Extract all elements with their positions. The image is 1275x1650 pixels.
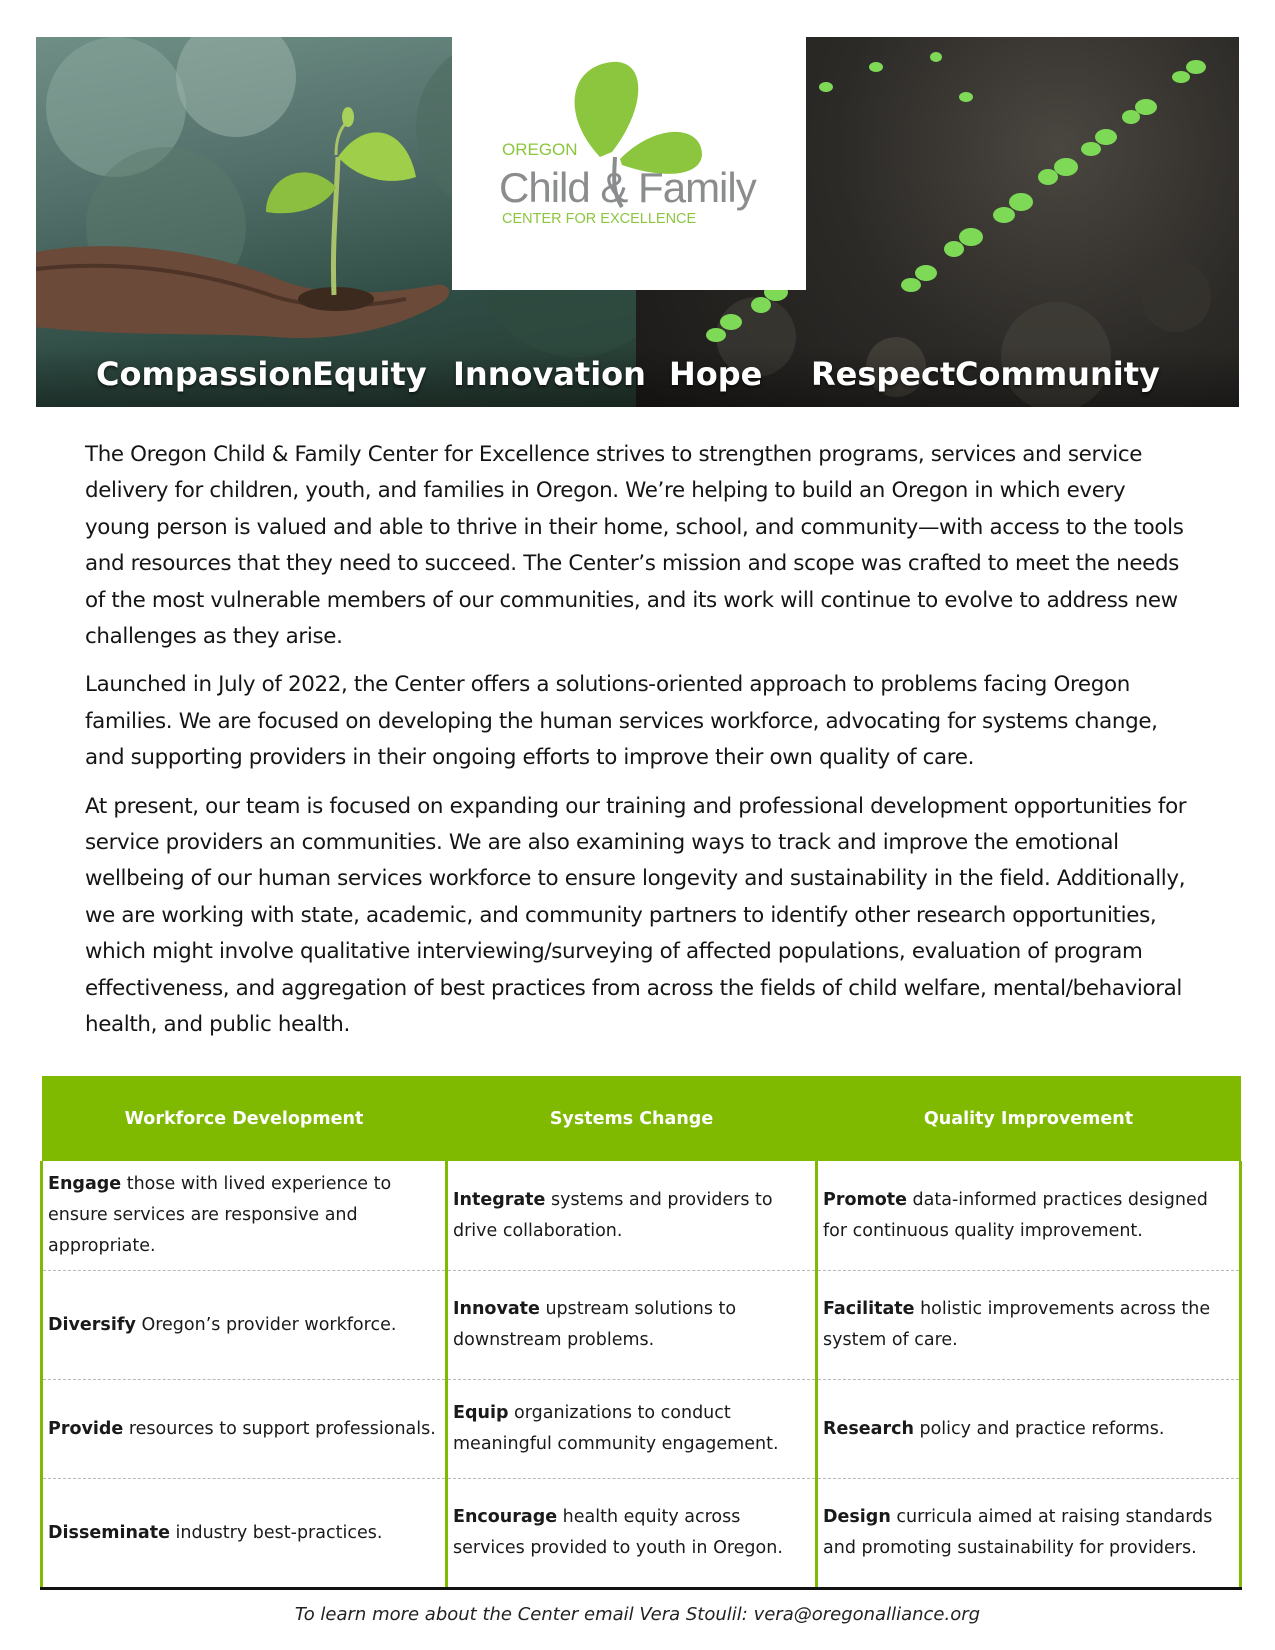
cell-keyword: Innovate [453,1299,540,1319]
logo-line3: CENTER FOR EXCELLENCE [502,211,697,227]
table-cell [817,1271,1241,1380]
cell-text: organizations to conduct meaningful community engagement. [453,1403,779,1454]
header-systems-change: Systems Change [447,1076,817,1161]
table-cell [42,1271,447,1380]
paragraph-mission: The Oregon Child & Family Center for Excellence strives to strengthen programs, services and service delivery for children, youth, and families in Oregon. We’re helping to build an Oregon in which every young person is valued and able to thrive in their home, school, and community—with access to the tools and resources that they need to succeed. The Center’s mission and scope was crafted to meet the needs of the most vulnerable members of our communities, and its work will continue to evolve to address new challenges as they arise. [85,442,1184,650]
value-compassion: Compassion [96,355,314,393]
cell-keyword: Equip [453,1403,509,1423]
value-hope: Hope [669,355,763,393]
cell-keyword: Provide [48,1418,124,1439]
cell-text: Oregon’s provider workforce. [135,1314,397,1335]
cell-text: resources to support professionals. [123,1418,436,1439]
table-cell [42,1479,447,1589]
cell-keyword: Design [823,1507,891,1527]
value-community: Community [955,355,1160,393]
cell-keyword: Facilitate [823,1299,915,1319]
cell-text: industry best-practices. [169,1522,383,1543]
value-innovation: Innovation [453,355,646,393]
header-workforce-development: Workforce Development [42,1076,447,1161]
table-cell [817,1479,1241,1589]
cell-text: those with lived experience to ensure services are responsive and appropriate. [48,1174,392,1256]
core-values-strip [36,347,1239,407]
cell-keyword: Engage [48,1174,122,1194]
table-cell [817,1161,1241,1271]
cell-keyword: Promote [823,1189,907,1210]
cell-keyword: Encourage [453,1507,558,1527]
table-row [42,1161,1241,1271]
focus-areas-table [40,1076,1242,1590]
cell-text: upstream solutions to downstream problems. [453,1299,737,1350]
table-cell [447,1271,817,1380]
header-quality-improvement: Quality Improvement [817,1076,1241,1161]
cell-text: health equity across services provided to youth in Oregon. [453,1507,783,1558]
table-cell [817,1380,1241,1479]
cell-text: holistic improvements across the system of care. [823,1299,1211,1350]
table-header-row [42,1076,1241,1161]
logo-leaf-left [575,62,639,157]
hero-banner [36,37,1239,407]
table-cell [447,1380,817,1479]
table-cell [447,1161,817,1271]
table-cell [42,1380,447,1479]
table-row [42,1271,1241,1380]
cell-text: systems and providers to drive collaboration. [453,1189,773,1241]
cell-text: data-informed practices designed for continuous quality improvement. [823,1189,1208,1241]
logo-line1: OREGON [502,140,578,159]
value-respect: Respect [811,355,956,393]
table-cell [447,1479,817,1589]
cell-text: policy and practice reforms. [913,1418,1165,1439]
table-cell [42,1161,447,1271]
table-row [42,1479,1241,1589]
cell-keyword: Research [823,1418,914,1439]
cell-keyword: Disseminate [48,1522,170,1543]
paragraph-present-focus: At present, our team is focused on expanding our training and professional development opportunities for service providers an communities. We are also examining ways to track and improve the emotional wellbeing of our human services workforce to ensure longevity and sustainability in the field. Additionally, we are working with state, academic, and community partners to identify other research opportunities, which might involve qualitative interviewing/surveying of affected populations, evaluation of program effectiveness, and aggregation of best practices from across the fields of child welfare, mental/behavioral health, and public health. [85,793,1187,1038]
table-row [42,1380,1241,1479]
paragraph-launch: Launched in July of 2022, the Center offers a solutions-oriented approach to problems facing Oregon families. We are focused on developing the human services workforce, advocating for systems change, and supporting providers in their ongoing efforts to improve their own quality of care. [85,672,1158,771]
cell-text: curricula aimed at raising standards and promoting sustainability for providers. [823,1507,1213,1558]
cell-keyword: Diversify [48,1314,136,1335]
contact-footer: To learn more about the Center email Vera Stoulil: vera@oregonalliance.org [294,1604,981,1625]
value-equity: Equity [312,355,427,393]
logo [452,37,806,290]
cell-keyword: Integrate [453,1189,546,1210]
logo-line2: Child & Family [499,164,756,211]
intro-text [85,437,1195,1056]
